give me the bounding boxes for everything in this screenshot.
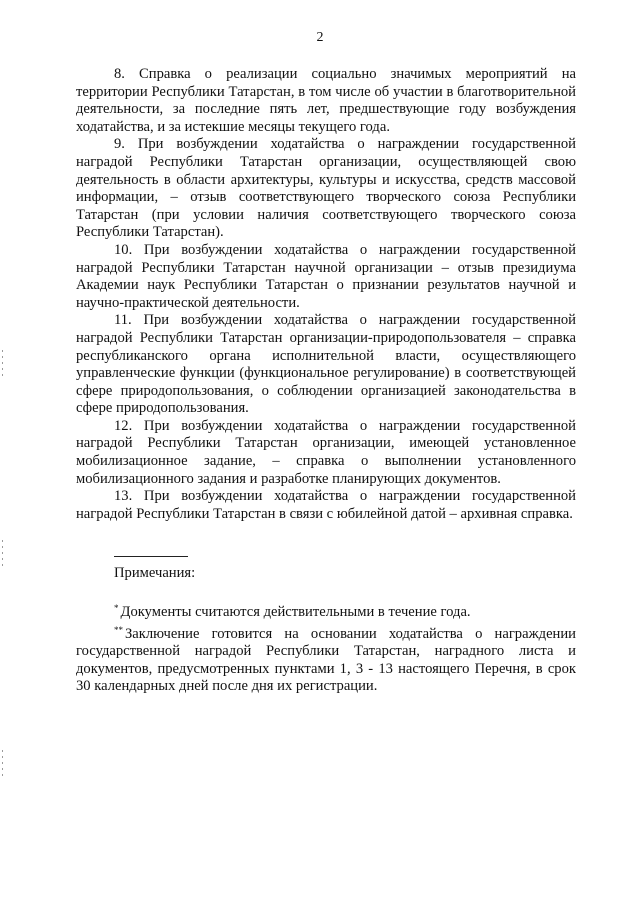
binding-mark (2, 350, 3, 352)
binding-mark (2, 362, 3, 364)
note-1 (76, 600, 576, 622)
binding-mark (2, 564, 3, 566)
list-item-11: 11. При возбуждении ходатайства о награждении государственной наградой Республики Татарстан организации-природопользователя – справка республиканского органа исполнительной власти, осуществляющего управленческие функции (функциональное регулирование) в соответствующей сфере природопользования, о соблюдении организацией законодательства в сфере природопользования. (76, 312, 576, 417)
page-number: 2 (316, 30, 324, 45)
note-2-marker: ** (114, 624, 123, 635)
note-2 (76, 622, 576, 696)
binding-mark (2, 774, 3, 776)
binding-mark (2, 558, 3, 560)
binding-mark (2, 374, 3, 376)
binding-mark (2, 368, 3, 370)
binding-mark (2, 546, 3, 548)
note-1-marker: * (114, 603, 119, 614)
footnote-divider (114, 556, 188, 557)
binding-mark (2, 552, 3, 554)
note-2-text: Заключение готовится на основании ходатайства о награждении государственной наградой Республики Татарстан, наградного листа и документов, предусмотренных пунктами 1, 3 - 13 настоящего Перечня, в срок 30 календарных дней после дня их регистрации. (76, 625, 576, 695)
scan-binding-marks (2, 0, 4, 905)
binding-mark (2, 768, 3, 770)
binding-mark (2, 750, 3, 752)
list-item-9: 9. При возбуждении ходатайства о награждении государственной наградой Республики Татарстан организации, осуществляющей свою деятельность в области архитектуры, культуры и искусства, средств массовой информации, – отзыв соответствующего творческого союза Республики Татарстан (при условии наличия соответствующего творческого союза Республики Татарстан). (76, 136, 576, 241)
document-body (76, 66, 576, 696)
binding-mark (2, 762, 3, 764)
list-item-8: 8. Справка о реализации социально значимых мероприятий на территории Республики Татарстан, в том числе об участии в благотворительной деятельности, за последние пять лет, предшествующие году возбуждения ходатайства, и за истекшие месяцы текущего года. (76, 66, 576, 135)
list-item-12: 12. При возбуждении ходатайства о награждении государственной наградой Республики Татарстан организации, имеющей установленное мобилизационное задание, – справка о выполнении установленного мобилизационного задания и разработке планирующих документов. (76, 417, 576, 487)
notes-heading: Примечания: (114, 565, 196, 582)
list-item-13: 13. При возбуждении ходатайства о награждении государственной наградой Республики Татарстан в связи с юбилейной датой – архивная справка. (76, 488, 576, 522)
list-item-10: 10. При возбуждении ходатайства о награждении государственной наградой Республики Татарстан научной организации – отзыв президиума Академии наук Республики Татарстан о признании результатов научной и научно-практической деятельности. (76, 241, 576, 311)
note-1-text: Документы считаются действительными в течение года. (120, 604, 471, 621)
binding-mark (2, 540, 3, 542)
binding-mark (2, 756, 3, 758)
binding-mark (2, 356, 3, 358)
